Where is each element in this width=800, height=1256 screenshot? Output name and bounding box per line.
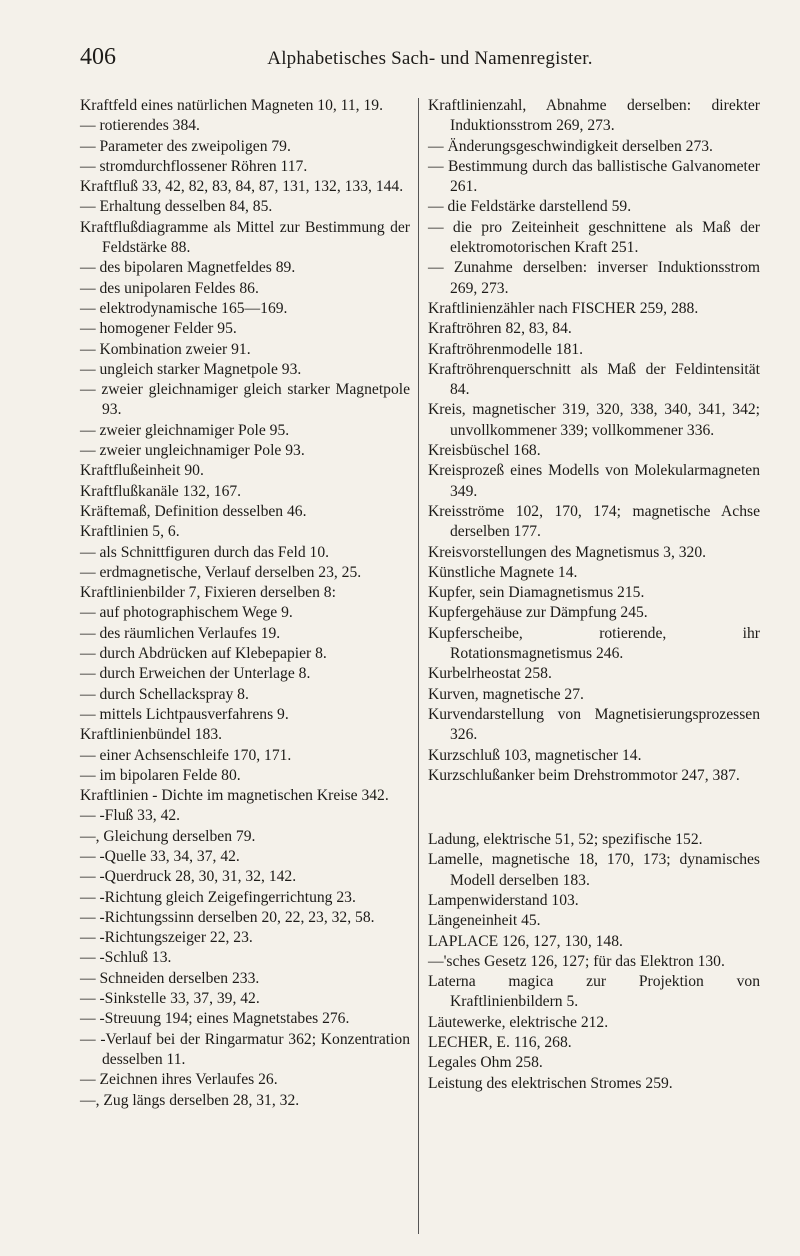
index-entry: — -Richtungssinn derselben 20, 22, 23, 32, 58. bbox=[80, 908, 375, 926]
index-entry: Kreisströme 102, 170, 174; magnetische Achse derselben 177. bbox=[428, 502, 760, 541]
index-entry: Kurbelrheostat 258. bbox=[428, 665, 552, 683]
index-entry: — Kombination zweier 91. bbox=[80, 340, 251, 358]
index-entry: Kurven, magnetische 27. bbox=[428, 685, 584, 703]
index-entry: — erdmagnetische, Verlauf derselben 23, 25. bbox=[80, 563, 362, 581]
index-entry: — zweier gleichnamiger gleich starker Magnetpole 93. bbox=[80, 381, 410, 419]
index-entry: — Zeichnen ihres Verlaufes 26. bbox=[80, 1071, 278, 1089]
index-entry: — Parameter des zweipoligen 79. bbox=[80, 137, 291, 155]
index-entry: — mittels Lichtpausverfahrens 9. bbox=[80, 705, 289, 723]
section-gap bbox=[428, 786, 760, 830]
index-entry: Laterna magica zur Projektion von Kraftlinienbildern 5. bbox=[428, 973, 760, 1011]
index-entry: Kupferscheibe, rotierende, ihr Rotationsmagnetismus 246. bbox=[428, 624, 760, 663]
index-entry: Kraftfluß 33, 42, 82, 83, 84, 87, 131, 132, 133, 144. bbox=[80, 178, 404, 196]
index-entry: Kreisbüschel 168. bbox=[428, 442, 541, 460]
index-entry: Kraftlinienzahl, Abnahme derselben: direkter Induktionsstrom 269, 273. bbox=[428, 97, 760, 135]
index-entry: — -Schluß 13. bbox=[80, 949, 172, 967]
right-index-column bbox=[428, 96, 760, 1094]
index-entry: — -Richtung gleich Zeigefingerrichtung 23. bbox=[80, 888, 356, 906]
page-header bbox=[80, 44, 780, 84]
index-entry: — -Streuung 194; eines Magnetstabes 276. bbox=[80, 1010, 350, 1028]
index-entry: — Erhaltung desselben 84, 85. bbox=[80, 198, 273, 216]
index-entry: — -Quelle 33, 34, 37, 42. bbox=[80, 847, 240, 865]
index-entry: — zweier ungleichnamiger Pole 93. bbox=[80, 442, 305, 460]
index-entry: — Schneiden derselben 233. bbox=[80, 969, 260, 987]
index-entry: — als Schnittfiguren durch das Feld 10. bbox=[80, 543, 330, 561]
index-entry: Kraftflußkanäle 132, 167. bbox=[80, 482, 242, 500]
index-entry: — durch Schellackspray 8. bbox=[80, 685, 249, 703]
index-entry: Kraftflußeinheit 90. bbox=[80, 462, 204, 480]
index-section-k bbox=[428, 96, 760, 786]
index-entry: Kupfer, sein Diamagnetismus 215. bbox=[428, 584, 645, 602]
index-entry: Künstliche Magnete 14. bbox=[428, 563, 578, 581]
index-entry: — auf photographischem Wege 9. bbox=[80, 604, 293, 622]
index-entry: Kraftfeld eines natürlichen Magneten 10, 11, 19. bbox=[80, 97, 383, 114]
index-entry: — durch Erweichen der Unterlage 8. bbox=[80, 665, 311, 683]
running-head: Alphabetisches Sach- und Namenregister. bbox=[267, 48, 593, 69]
index-entry: —'sches Gesetz 126, 127; für das Elektron 130. bbox=[428, 952, 725, 970]
index-entry: Läutewerke, elektrische 212. bbox=[428, 1013, 609, 1031]
index-entry: — ungleich starker Magnetpole 93. bbox=[80, 360, 302, 378]
index-entry: Kreisprozeß eines Modells von Molekularmagneten 349. bbox=[428, 462, 760, 500]
index-entry: Kurzschlußanker beim Drehstrommotor 247, 387. bbox=[428, 766, 740, 784]
index-entry: — -Richtungszeiger 22, 23. bbox=[80, 929, 253, 947]
index-entry: — die Feldstärke darstellend 59. bbox=[428, 198, 632, 216]
index-entry: — stromdurchflossener Röhren 117. bbox=[80, 157, 308, 175]
column-divider bbox=[418, 98, 419, 1234]
index-entry: — zweier gleichnamiger Pole 95. bbox=[80, 421, 290, 439]
index-entry: —, Zug längs derselben 28, 31, 32. bbox=[80, 1091, 300, 1109]
index-entry: Kraftflußdiagramme als Mittel zur Bestimmung der Feldstärke 88. bbox=[80, 218, 410, 257]
index-entry: — im bipolaren Felde 80. bbox=[80, 766, 241, 784]
index-entry: — -Querdruck 28, 30, 31, 32, 142. bbox=[80, 868, 297, 886]
index-entry: Kraftlinien - Dichte im magnetischen Kreise 342. bbox=[80, 787, 389, 805]
index-entry: Kraftröhrenmodelle 181. bbox=[428, 340, 584, 358]
index-entry: Kreis, magnetischer 319, 320, 338, 340, 341, 342; unvollkommener 339; vollkommener 336. bbox=[428, 401, 760, 439]
index-entry: — durch Abdrücken auf Klebepapier 8. bbox=[80, 645, 327, 663]
index-entry: — des räumlichen Verlaufes 19. bbox=[80, 624, 281, 642]
index-entry: — des bipolaren Magnetfeldes 89. bbox=[80, 259, 296, 277]
index-entry: — Bestimmung durch das ballistische Galvanometer 261. bbox=[428, 157, 760, 196]
index-entry: Kupfergehäuse zur Dämpfung 245. bbox=[428, 604, 648, 622]
index-entry: Ladung, elektrische 51, 52; spezifische 152. bbox=[428, 831, 703, 849]
index-entry: Kraftröhren 82, 83, 84. bbox=[428, 320, 572, 338]
index-entry: — die pro Zeiteinheit geschnittene als Maß der elektromotorischen Kraft 251. bbox=[428, 218, 760, 257]
index-entry: — einer Achsenschleife 170, 171. bbox=[80, 746, 292, 764]
index-entry: —, Gleichung derselben 79. bbox=[80, 827, 256, 845]
index-entry: Kräftemaß, Definition desselben 46. bbox=[80, 502, 307, 520]
index-entry: — -Sinkstelle 33, 37, 39, 42. bbox=[80, 990, 260, 1008]
index-entry: Kraftröhrenquerschnitt als Maß der Feldintensität 84. bbox=[428, 360, 760, 399]
index-entry: Lampenwiderstand 103. bbox=[428, 891, 579, 909]
index-entry: Kreisvorstellungen des Magnetismus 3, 320. bbox=[428, 543, 707, 561]
index-entry: — -Verlauf bei der Ringarmatur 362; Konzentration desselben 11. bbox=[80, 1030, 410, 1068]
index-entry: — -Fluß 33, 42. bbox=[80, 807, 181, 825]
index-entry: Kurzschluß 103, magnetischer 14. bbox=[428, 746, 642, 764]
index-entry: — homogener Felder 95. bbox=[80, 320, 237, 338]
index-entry: — des unipolaren Feldes 86. bbox=[80, 279, 259, 297]
index-section-l bbox=[428, 830, 760, 1094]
index-entry: Kraftlinien 5, 6. bbox=[80, 523, 180, 541]
index-entry: Lamelle, magnetische 18, 170, 173; dynamisches Modell derselben 183. bbox=[428, 851, 760, 889]
index-entry: — Zunahme derselben: inverser Induktionsstrom 269, 273. bbox=[428, 259, 760, 297]
left-index-column bbox=[80, 96, 410, 1111]
index-entry: Kraftlinienbilder 7, Fixieren derselben 8: bbox=[80, 584, 336, 602]
page-number: 406 bbox=[80, 44, 116, 70]
index-entry: Längeneinheit 45. bbox=[428, 912, 541, 930]
index-entry: Kraftlinienzähler nach FISCHER 259, 288. bbox=[428, 299, 699, 317]
index-entry: — Änderungsgeschwindigkeit derselben 273. bbox=[428, 137, 713, 155]
index-entry: — rotierendes 384. bbox=[80, 117, 200, 135]
index-entry: Leistung des elektrischen Stromes 259. bbox=[428, 1074, 673, 1092]
index-entry: LECHER, E. 116, 268. bbox=[428, 1034, 572, 1052]
index-entry: Legales Ohm 258. bbox=[428, 1054, 543, 1072]
index-entry: — elektrodynamische 165—169. bbox=[80, 299, 288, 317]
index-entry: Kraftlinienbündel 183. bbox=[80, 726, 223, 744]
index-entry: Kurvendarstellung von Magnetisierungsprozessen 326. bbox=[428, 705, 760, 744]
index-entry: LAPLACE 126, 127, 130, 148. bbox=[428, 932, 623, 950]
